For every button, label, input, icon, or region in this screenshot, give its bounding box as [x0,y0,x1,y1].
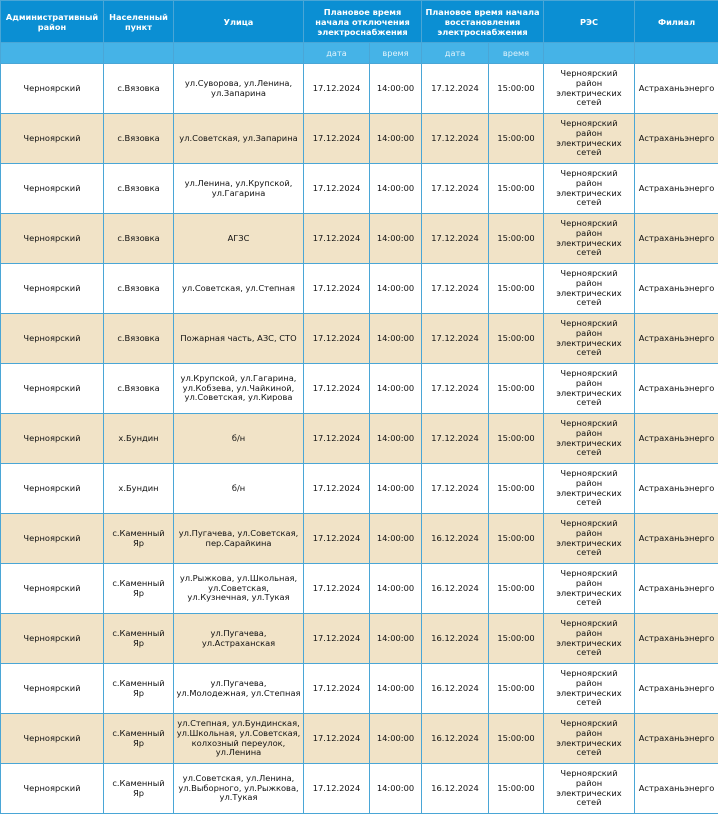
cell-on-date: 16.12.2024 [422,564,489,614]
subheader-empty [1,43,104,64]
table-row [1,764,718,814]
cell-on-time: 15:00:00 [489,114,544,164]
cell-res: Черноярский район электрических сетей [544,764,635,814]
cell-res: Черноярский район электрических сетей [544,314,635,364]
cell-res: Черноярский район электрических сетей [544,414,635,464]
cell-district: Черноярский [1,64,104,114]
cell-on-date: 17.12.2024 [422,314,489,364]
table-row [1,514,718,564]
cell-off-date: 17.12.2024 [304,414,370,464]
cell-on-date: 17.12.2024 [422,414,489,464]
cell-res: Черноярский район электрических сетей [544,214,635,264]
cell-off-time: 14:00:00 [370,114,422,164]
cell-settlement: с.Вязовка [104,264,174,314]
cell-res: Черноярский район электрических сетей [544,114,635,164]
cell-district: Черноярский [1,314,104,364]
cell-on-time: 15:00:00 [489,764,544,814]
cell-on-time: 15:00:00 [489,564,544,614]
cell-on-date: 17.12.2024 [422,214,489,264]
cell-settlement: с.Каменный Яр [104,714,174,764]
cell-off-date: 17.12.2024 [304,714,370,764]
cell-res: Черноярский район электрических сетей [544,164,635,214]
table-row [1,364,718,414]
cell-street: ул.Советская, ул.Запарина [174,114,304,164]
cell-branch: Астраханьэнерго [635,614,718,664]
cell-settlement: с.Каменный Яр [104,564,174,614]
cell-street: ул.Ленина, ул.Крупской, ул.Гагарина [174,164,304,214]
cell-off-date: 17.12.2024 [304,764,370,814]
cell-off-time: 14:00:00 [370,314,422,364]
header-res: РЭС [544,1,635,43]
table-row [1,64,718,114]
cell-off-date: 17.12.2024 [304,164,370,214]
cell-district: Черноярский [1,414,104,464]
cell-branch: Астраханьэнерго [635,364,718,414]
cell-on-time: 15:00:00 [489,664,544,714]
cell-settlement: с.Вязовка [104,64,174,114]
cell-settlement: с.Вязовка [104,214,174,264]
cell-settlement: с.Вязовка [104,364,174,414]
cell-on-date: 17.12.2024 [422,64,489,114]
cell-branch: Астраханьэнерго [635,164,718,214]
cell-district: Черноярский [1,264,104,314]
cell-settlement: с.Каменный Яр [104,614,174,664]
header-branch: Филиал [635,1,718,43]
cell-off-time: 14:00:00 [370,364,422,414]
cell-off-time: 14:00:00 [370,564,422,614]
cell-settlement: с.Каменный Яр [104,514,174,564]
subheader-empty [544,43,635,64]
cell-district: Черноярский [1,364,104,414]
cell-branch: Астраханьэнерго [635,114,718,164]
header-street: Улица [174,1,304,43]
cell-street: ул.Советская, ул.Ленина, ул.Выборного, ул.Рыжкова, ул.Тукая [174,764,304,814]
header-row [1,1,718,43]
header-settlement: Населенный пункт [104,1,174,43]
cell-on-date: 17.12.2024 [422,264,489,314]
subheader-on-time: время [489,43,544,64]
table-row [1,714,718,764]
cell-district: Черноярский [1,714,104,764]
cell-settlement: с.Вязовка [104,114,174,164]
cell-res: Черноярский район электрических сетей [544,714,635,764]
cell-on-time: 15:00:00 [489,464,544,514]
table-row [1,664,718,714]
cell-on-time: 15:00:00 [489,514,544,564]
cell-street: б/н [174,414,304,464]
cell-off-time: 14:00:00 [370,664,422,714]
cell-res: Черноярский район электрических сетей [544,614,635,664]
cell-branch: Астраханьэнерго [635,464,718,514]
cell-branch: Астраханьэнерго [635,664,718,714]
header-restore-start: Плановое время начала восстановления электроснабжения [422,1,544,43]
cell-off-date: 17.12.2024 [304,514,370,564]
cell-district: Черноярский [1,464,104,514]
cell-off-time: 14:00:00 [370,414,422,464]
cell-res: Черноярский район электрических сетей [544,514,635,564]
subheader-off-time: время [370,43,422,64]
subheader-off-date: дата [304,43,370,64]
cell-off-date: 17.12.2024 [304,314,370,364]
table-row [1,564,718,614]
cell-on-date: 16.12.2024 [422,614,489,664]
cell-district: Черноярский [1,564,104,614]
cell-res: Черноярский район электрических сетей [544,564,635,614]
subheader-on-date: дата [422,43,489,64]
cell-on-date: 17.12.2024 [422,464,489,514]
cell-street: ул.Советская, ул.Степная [174,264,304,314]
cell-off-time: 14:00:00 [370,714,422,764]
cell-off-date: 17.12.2024 [304,114,370,164]
cell-off-time: 14:00:00 [370,164,422,214]
cell-on-date: 16.12.2024 [422,514,489,564]
cell-on-time: 15:00:00 [489,64,544,114]
cell-on-date: 17.12.2024 [422,164,489,214]
cell-street: ул.Пугачева, ул.Советская, пер.Сарайкина [174,514,304,564]
cell-branch: Астраханьэнерго [635,214,718,264]
cell-on-time: 15:00:00 [489,314,544,364]
cell-street: ул.Рыжкова, ул.Школьная, ул.Советская, ул.Кузнечная, ул.Тукая [174,564,304,614]
cell-res: Черноярский район электрических сетей [544,64,635,114]
cell-branch: Астраханьэнерго [635,314,718,364]
cell-district: Черноярский [1,614,104,664]
cell-on-time: 15:00:00 [489,714,544,764]
table-row [1,164,718,214]
cell-district: Черноярский [1,514,104,564]
cell-street: АГЗС [174,214,304,264]
cell-on-time: 15:00:00 [489,214,544,264]
table-body [1,64,718,814]
cell-off-date: 17.12.2024 [304,64,370,114]
cell-on-time: 15:00:00 [489,364,544,414]
cell-off-date: 17.12.2024 [304,214,370,264]
cell-off-time: 14:00:00 [370,464,422,514]
table-row [1,214,718,264]
subheader-empty [174,43,304,64]
cell-settlement: с.Вязовка [104,314,174,364]
cell-on-time: 15:00:00 [489,414,544,464]
subheader-empty [635,43,718,64]
cell-branch: Астраханьэнерго [635,714,718,764]
cell-settlement: х.Бундин [104,414,174,464]
cell-district: Черноярский [1,664,104,714]
subheader-empty [104,43,174,64]
cell-district: Черноярский [1,114,104,164]
cell-off-date: 17.12.2024 [304,664,370,714]
cell-branch: Астраханьэнерго [635,514,718,564]
cell-district: Черноярский [1,164,104,214]
table-row [1,114,718,164]
cell-settlement: с.Вязовка [104,164,174,214]
cell-street: ул.Пугачева, ул.Астраханская [174,614,304,664]
cell-res: Черноярский район электрических сетей [544,364,635,414]
cell-street: ул.Крупской, ул.Гагарина, ул.Кобзева, ул.Чайкиной, ул.Советская, ул.Кирова [174,364,304,414]
cell-street: б/н [174,464,304,514]
cell-on-date: 17.12.2024 [422,364,489,414]
cell-off-time: 14:00:00 [370,614,422,664]
cell-settlement: с.Каменный Яр [104,764,174,814]
cell-off-date: 17.12.2024 [304,564,370,614]
cell-off-time: 14:00:00 [370,264,422,314]
cell-on-date: 16.12.2024 [422,764,489,814]
cell-branch: Астраханьэнерго [635,264,718,314]
cell-street: ул.Суворова, ул.Ленина, ул.Запарина [174,64,304,114]
cell-on-date: 16.12.2024 [422,664,489,714]
cell-res: Черноярский район электрических сетей [544,464,635,514]
cell-off-date: 17.12.2024 [304,464,370,514]
cell-district: Черноярский [1,214,104,264]
subheader-row [1,43,718,64]
cell-res: Черноярский район электрических сетей [544,264,635,314]
table-row [1,264,718,314]
cell-district: Черноярский [1,764,104,814]
cell-street: Пожарная часть, АЗС, СТО [174,314,304,364]
cell-on-time: 15:00:00 [489,164,544,214]
cell-off-time: 14:00:00 [370,514,422,564]
table-row [1,414,718,464]
cell-branch: Астраханьэнерго [635,414,718,464]
cell-on-time: 15:00:00 [489,264,544,314]
table-row [1,314,718,364]
cell-on-date: 17.12.2024 [422,114,489,164]
cell-on-date: 16.12.2024 [422,714,489,764]
table-row [1,464,718,514]
cell-street: ул.Пугачева, ул.Молодежная, ул.Степная [174,664,304,714]
cell-branch: Астраханьэнерго [635,64,718,114]
header-district: Административный район [1,1,104,43]
cell-off-date: 17.12.2024 [304,364,370,414]
table-row [1,614,718,664]
cell-off-time: 14:00:00 [370,214,422,264]
cell-branch: Астраханьэнерго [635,764,718,814]
cell-off-date: 17.12.2024 [304,264,370,314]
cell-branch: Астраханьэнерго [635,564,718,614]
cell-settlement: х.Бундин [104,464,174,514]
header-outage-start: Плановое время начала отключения электроснабжения [304,1,422,43]
cell-off-time: 14:00:00 [370,764,422,814]
cell-on-time: 15:00:00 [489,614,544,664]
cell-res: Черноярский район электрических сетей [544,664,635,714]
cell-settlement: с.Каменный Яр [104,664,174,714]
cell-off-date: 17.12.2024 [304,614,370,664]
cell-street: ул.Степная, ул.Бундинская, ул.Школьная, ул.Советская, колхозный переулок, ул.Ленина [174,714,304,764]
cell-off-time: 14:00:00 [370,64,422,114]
